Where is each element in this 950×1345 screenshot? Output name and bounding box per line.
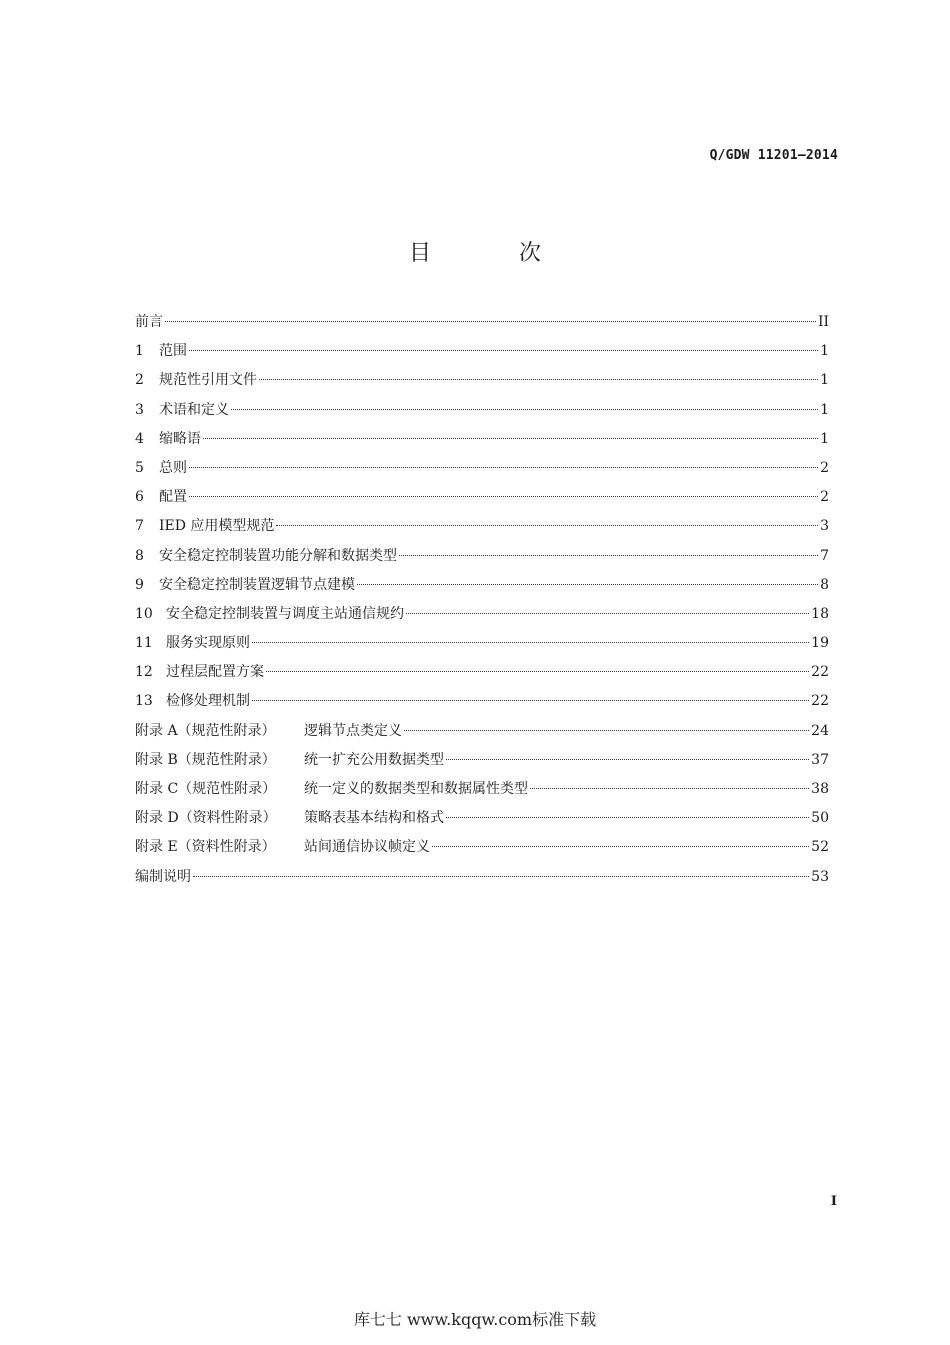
- toc-entry-10[interactable]: [135, 602, 829, 631]
- toc-label: 服务实现原则: [166, 635, 250, 652]
- toc-leader-dots: [399, 555, 818, 556]
- toc-label: 编制说明: [135, 868, 191, 885]
- toc-entry-8[interactable]: [135, 544, 829, 573]
- toc-label: 检修处理机制: [166, 693, 250, 710]
- toc-label: 策略表基本结构和格式: [304, 810, 444, 827]
- toc-leader-dots: [189, 350, 818, 351]
- toc-leader-dots: [203, 438, 818, 439]
- toc-page-number: 2: [820, 459, 829, 476]
- toc-number: 12: [135, 664, 153, 681]
- toc-leader-dots: [252, 642, 809, 643]
- toc-number: 6: [135, 489, 144, 506]
- toc-page-number: II: [817, 314, 829, 330]
- toc-number: 4: [135, 430, 144, 447]
- toc-page-number: 1: [820, 343, 829, 360]
- toc-label: 范围: [159, 343, 187, 360]
- title-char-1: 目: [408, 241, 431, 266]
- toc-label: 站间通信协议帧定义: [304, 839, 430, 856]
- toc-page-number: 7: [820, 547, 829, 564]
- toc-leader-dots: [446, 817, 809, 818]
- toc-page-number: 24: [811, 722, 829, 739]
- toc-label: 过程层配置方案: [166, 664, 264, 681]
- toc-entry-9[interactable]: [135, 573, 829, 602]
- document-code: Q/GDW 11201—2014: [709, 148, 838, 163]
- toc-entry-foreword[interactable]: [135, 310, 829, 339]
- toc-label: 前言: [135, 314, 163, 330]
- toc-page-number: 22: [811, 693, 829, 710]
- toc-page-number: 1: [820, 372, 829, 389]
- toc-leader-dots: [231, 409, 818, 410]
- toc-appendix-number: 附录 A（规范性附录）: [135, 722, 276, 739]
- toc-appendix-number: 附录 B（规范性附录）: [135, 751, 276, 768]
- title-char-2: 次: [519, 241, 542, 266]
- toc-label: 总则: [159, 459, 187, 476]
- toc-number: 10: [135, 605, 153, 622]
- toc-leader-dots: [357, 584, 818, 585]
- toc-appendix-number: 附录 E（资料性附录）: [135, 839, 276, 856]
- toc-leader-dots: [189, 467, 818, 468]
- toc-number: 7: [135, 518, 144, 535]
- toc-page-number: 19: [811, 635, 829, 652]
- toc-leader-dots: [276, 525, 818, 526]
- toc-leader-dots: [530, 788, 809, 789]
- toc-page-number: 50: [811, 810, 829, 827]
- toc-page-number: 8: [820, 576, 829, 593]
- toc-appendix-number: 附录 C（规范性附录）: [135, 781, 277, 797]
- toc-label: 术语和定义: [159, 401, 229, 418]
- toc-number: 5: [135, 459, 144, 476]
- toc-number: 8: [135, 547, 144, 564]
- toc-entry-compilation-notes[interactable]: [135, 865, 829, 894]
- toc-entry-3[interactable]: [135, 398, 829, 427]
- toc-label: 安全稳定控制装置功能分解和数据类型: [159, 547, 397, 564]
- toc-leader-dots: [446, 759, 809, 760]
- toc-entry-appendix-c[interactable]: [135, 777, 829, 806]
- toc-number: 1: [135, 343, 144, 360]
- toc-entry-6[interactable]: [135, 485, 829, 514]
- toc-entry-2[interactable]: [135, 368, 829, 397]
- toc-page-number: 52: [811, 839, 829, 856]
- toc-label: 统一扩充公用数据类型: [304, 751, 444, 768]
- toc-leader-dots: [259, 379, 818, 380]
- toc-label: 缩略语: [159, 430, 201, 447]
- toc-leader-dots: [266, 671, 809, 672]
- toc-page-number: 53: [811, 868, 829, 885]
- toc-label: IED 应用模型规范: [159, 518, 275, 535]
- toc-page-number: 3: [820, 518, 829, 535]
- toc-number: 9: [135, 576, 144, 593]
- toc-entry-5[interactable]: [135, 456, 829, 485]
- toc-label: 规范性引用文件: [159, 372, 257, 389]
- toc-label: 安全稳定控制装置逻辑节点建模: [159, 576, 355, 593]
- toc-label: 配置: [159, 489, 187, 506]
- table-of-contents: [135, 310, 829, 894]
- toc-number: 13: [135, 693, 153, 710]
- toc-entry-12[interactable]: [135, 660, 829, 689]
- footer-watermark-text: 库七七 www.kqqw.com标准下载: [353, 1310, 597, 1329]
- toc-leader-dots: [404, 730, 809, 731]
- toc-entry-appendix-e[interactable]: [135, 835, 829, 864]
- toc-entry-appendix-a[interactable]: [135, 719, 829, 748]
- toc-page-number: 22: [811, 664, 829, 681]
- toc-page-number: 1: [820, 430, 829, 447]
- toc-entry-appendix-d[interactable]: [135, 806, 829, 835]
- toc-number: 2: [135, 372, 144, 389]
- toc-page-number: 1: [820, 401, 829, 418]
- toc-leader-dots: [193, 876, 809, 877]
- toc-number: 3: [135, 401, 144, 418]
- toc-leader-dots: [406, 613, 809, 614]
- toc-page-number: 37: [811, 751, 829, 768]
- toc-entry-7[interactable]: [135, 514, 829, 543]
- toc-number: 11: [135, 635, 153, 652]
- toc-label: 统一定义的数据类型和数据属性类型: [304, 781, 528, 797]
- toc-entry-11[interactable]: [135, 631, 829, 660]
- toc-page-number: 18: [811, 605, 829, 622]
- toc-entry-13[interactable]: [135, 689, 829, 718]
- toc-appendix-number: 附录 D（资料性附录）: [135, 810, 277, 827]
- toc-leader-dots: [432, 846, 809, 847]
- toc-leader-dots: [189, 496, 818, 497]
- toc-label: 逻辑节点类定义: [304, 722, 402, 739]
- page-title: [0, 236, 950, 267]
- toc-entry-4[interactable]: [135, 427, 829, 456]
- toc-leader-dots: [165, 321, 816, 322]
- toc-leader-dots: [252, 700, 809, 701]
- page-folio-number: I: [830, 1194, 837, 1209]
- toc-page-number: 2: [820, 489, 829, 506]
- toc-entry-appendix-b[interactable]: [135, 748, 829, 777]
- toc-entry-1[interactable]: [135, 339, 829, 368]
- toc-label: 安全稳定控制装置与调度主站通信规约: [166, 605, 404, 622]
- toc-page-number: 38: [811, 781, 829, 797]
